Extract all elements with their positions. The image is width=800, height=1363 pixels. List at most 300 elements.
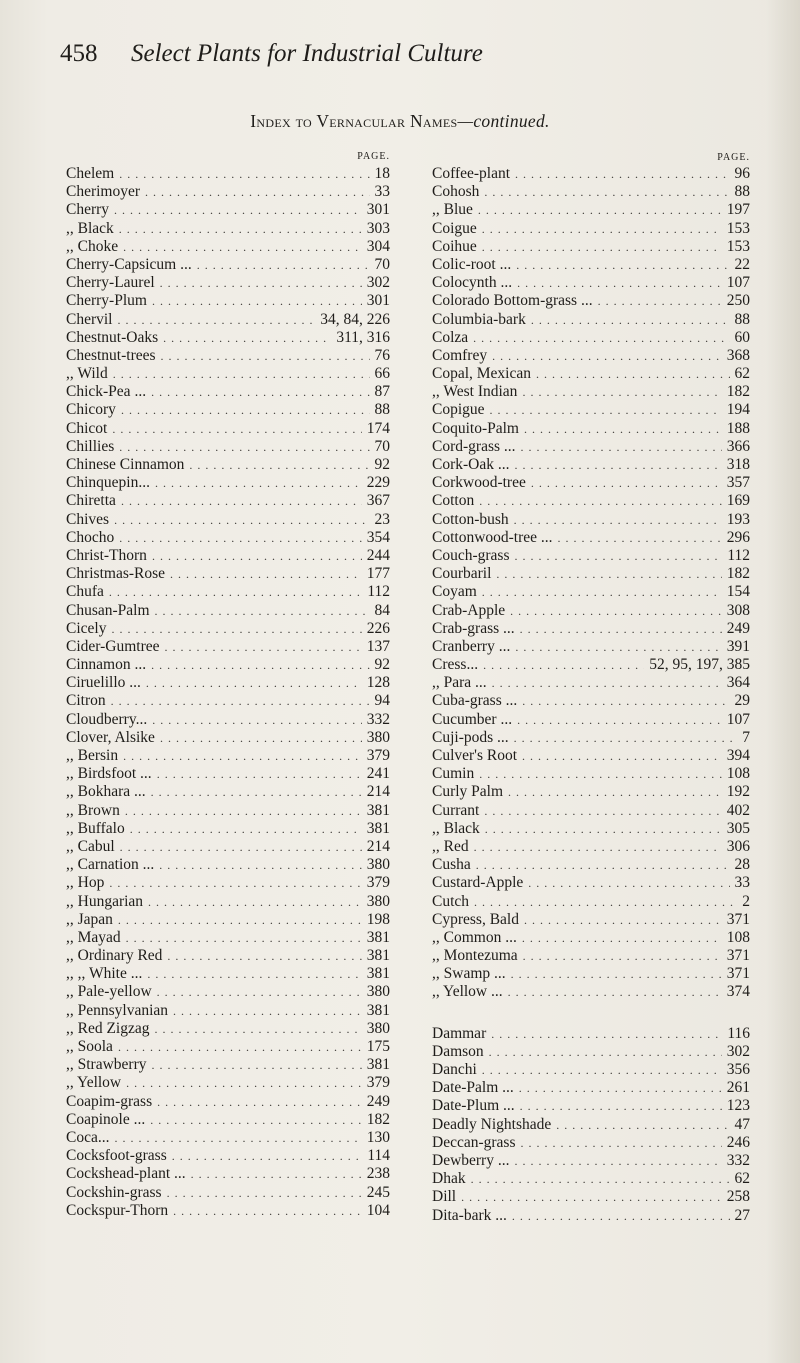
entry-page: 367 [366,492,390,510]
entry-name: ,, Bersin [66,747,119,764]
index-entry [66,438,390,456]
entry-name: Cohosh [432,183,480,201]
entry-name: Comfrey [432,346,488,364]
leader-dots [159,856,362,874]
index-entry [66,965,390,983]
page-number: 458 [60,40,98,67]
entry-page: 112 [367,583,390,601]
leader-dots [119,438,369,456]
entry-name: Colorado Bottom-grass ... [432,292,593,310]
entry-page: 107 [726,274,750,292]
entry-name: Chestnut-trees [66,346,156,364]
entry-name: Cherry-Laurel [66,274,155,292]
index-entry [66,692,390,710]
leader-dots [490,401,722,419]
entry-page: 354 [366,528,390,546]
entry-page: 2 [742,892,750,910]
leader-dots [511,965,722,983]
entry-page: 88 [734,183,750,201]
leader-dots [109,874,361,892]
entry-name: Dill [432,1188,457,1206]
leader-dots [157,765,362,783]
index-entry [66,929,390,947]
index-entry [432,511,750,529]
entry-name: Dhak [432,1170,466,1188]
entry-name: Chelem [66,165,115,182]
entry-name: Coca... [66,1128,110,1146]
leader-dots [461,1188,722,1206]
section-gap [432,1002,750,1025]
entry-name: Cotton-bush [432,510,509,528]
right-entry-list-d [432,1025,750,1225]
entry-page: 371 [726,947,750,965]
leader-dots [160,274,362,292]
entry-page: 381 [366,1001,390,1019]
entry-name: Colic-root ... [432,255,512,273]
entry-name: Cherry-Plum [66,292,147,310]
entry-page: 52, 95, 197, 385 [649,656,750,674]
entry-name: Cuji-pods ... [432,728,509,746]
entry-name: ,, West Indian [432,383,518,401]
entry-name: Cutch [432,892,470,910]
leader-dots [598,292,722,310]
entry-name: Cocksfoot-grass [66,1147,167,1165]
index-entry [432,1079,750,1097]
leader-dots [155,1020,362,1038]
index-entry [432,802,750,820]
entry-page: 381 [366,928,390,946]
index-entry [432,238,750,256]
entry-name: Cumin [432,765,475,783]
leader-dots [191,1165,362,1183]
leader-dots [152,292,362,310]
entry-page: 92 [374,656,390,674]
index-entry [66,383,390,401]
entry-name: Cockspur-Thorn [66,1201,169,1219]
leader-dots [471,1170,730,1188]
entry-page: 311, 316 [336,328,390,346]
entry-name: ,, Mayad [66,928,121,946]
entry-page: 244 [366,546,390,564]
index-entry [66,893,390,911]
index-entry [432,165,750,183]
entry-page: 214 [366,783,390,801]
entry-page: 94 [374,692,390,710]
index-entry [66,1147,390,1165]
leader-dots [114,201,362,219]
leader-dots [151,656,369,674]
entry-page: 169 [726,492,750,510]
leader-dots [482,238,722,256]
index-entry [432,856,750,874]
entry-name: Chinquepin... [66,474,150,492]
leader-dots [145,183,369,201]
entry-page: 76 [374,346,390,364]
entry-page: 114 [367,1147,390,1165]
entry-name: Cider-Gumtree [66,637,160,655]
leader-dots [519,1079,722,1097]
leader-dots [508,783,722,801]
entry-page: 250 [726,292,750,310]
entry-name: Damson [432,1042,484,1060]
leader-dots [514,1152,721,1170]
index-entry [66,1056,390,1074]
entry-name: Corkwood-tree [432,474,526,492]
entry-name: Deadly Nightshade [432,1115,552,1133]
index-entry [432,492,750,510]
index-entry [66,820,390,838]
leader-dots [170,565,362,583]
index-entry [432,292,750,310]
index-entry [66,638,390,656]
leader-dots [482,220,722,238]
entry-name: Cottonwood-tree ... [432,528,553,546]
leader-dots [558,529,722,547]
leader-dots [474,838,722,856]
entry-page: 381 [366,801,390,819]
entry-name: ,, Swamp ... [432,965,506,983]
entry-page: 107 [726,710,750,728]
entry-page: 70 [374,437,390,455]
leader-dots [482,583,722,601]
entry-page: 366 [726,437,750,455]
entry-name: Cherry [66,201,110,219]
entry-name: Cotton [432,492,475,510]
index-entry [66,183,390,201]
leader-dots [157,983,362,1001]
leader-dots [114,511,369,529]
index-entry [66,401,390,419]
entry-name: Chestnut-Oaks [66,328,159,346]
entry-page: 130 [366,1128,390,1146]
index-entry [66,783,390,801]
index-entry [432,1097,750,1115]
index-entry [66,874,390,892]
leader-dots [147,965,361,983]
leader-dots [109,583,362,601]
leader-dots [515,165,729,183]
leader-dots [520,620,722,638]
entry-name: Coigue [432,219,477,237]
entry-page: 28 [734,856,750,874]
entry-page: 229 [366,474,390,492]
index-entry [66,1184,390,1202]
leader-dots [160,729,362,747]
index-entry [432,765,750,783]
index-entry [66,1020,390,1038]
index-entry [432,220,750,238]
entry-page: 23 [374,510,390,528]
leader-dots [528,874,729,892]
leader-dots [496,565,721,583]
leader-dots [126,929,362,947]
index-entry [432,329,750,347]
entry-name: Columbia-bark [432,310,526,328]
entry-page: 332 [366,710,390,728]
index-entry [432,602,750,620]
entry-page: 296 [726,528,750,546]
entry-name: Coffee-plant [432,165,511,182]
index-entry [66,274,390,292]
entry-name: ,, Para ... [432,674,487,692]
entry-name: ,, Hungarian [66,892,144,910]
leader-dots [150,1111,362,1129]
entry-name: Cinnamon ... [66,656,147,674]
entry-page: 87 [374,383,390,401]
index-entry [66,1038,390,1056]
index-entry [432,838,750,856]
index-entry [66,420,390,438]
entry-name: Curly Palm [432,783,504,801]
leader-dots [536,365,729,383]
entry-name: Chillies [66,437,115,455]
leader-dots [152,547,362,565]
index-entry [432,656,750,674]
index-entry [432,529,750,547]
leader-dots [114,1129,361,1147]
entry-page: 306 [726,837,750,855]
entry-name: Chinese Cinnamon [66,456,185,473]
leader-dots [492,347,722,365]
entry-page: 116 [727,1024,750,1042]
leader-dots [197,256,370,274]
entry-name: Ciruelillo ... [66,674,141,692]
entry-name: Christ-Thorn [66,546,147,564]
entry-page: 318 [726,456,750,473]
entry-page: 245 [366,1183,390,1201]
index-entry [432,183,750,201]
index-entry [432,1025,750,1043]
index-entry [66,747,390,765]
index-entry [432,965,750,983]
leader-dots [522,929,722,947]
index-entry [432,438,750,456]
entry-page: 379 [366,1074,390,1092]
entry-page: 66 [374,365,390,383]
index-entry [432,311,750,329]
leader-dots [522,747,722,765]
entry-name: Cork-Oak ... [432,456,510,473]
entry-name: Clover, Alsike [66,728,155,746]
leader-dots [478,201,722,219]
entry-name: Couch-grass [432,546,510,564]
entry-page: 301 [366,292,390,310]
entry-name: Courbaril [432,565,492,583]
entry-page: 96 [734,165,750,182]
leader-dots [522,383,721,401]
entry-name: Cockshead-plant ... [66,1165,186,1183]
entry-name: ,, Red Zigzag [66,1019,150,1037]
leader-dots [111,692,370,710]
index-entry [432,1207,750,1225]
entry-page: 108 [726,928,750,946]
index-entry [432,274,750,292]
entry-page: 380 [366,728,390,746]
entry-page: 153 [726,237,750,255]
entry-page: 391 [726,637,750,655]
entry-page: 29 [734,692,750,710]
index-entry [432,1188,750,1206]
entry-page: 380 [366,983,390,1001]
entry-page: 371 [726,965,750,983]
leader-dots [514,511,722,529]
entry-page: 70 [374,255,390,273]
entry-page: 379 [366,747,390,764]
entry-page: 84 [374,601,390,619]
entry-name: Deccan-grass [432,1133,516,1151]
leader-dots [531,311,730,329]
entry-name: ,, Pennsylvanian [66,1001,169,1019]
leader-dots [118,911,362,929]
leader-dots [167,947,361,965]
entry-name: Cress... [432,656,479,674]
index-title-main: Index to Vernacular Names [250,111,458,131]
entry-name: ,, Red [432,837,469,855]
leader-dots [152,711,362,729]
leader-dots [476,856,730,874]
index-entry [432,1170,750,1188]
entry-name: Crab-Apple [432,601,506,619]
entry-name: Cicely [66,619,107,637]
leader-dots [130,820,362,838]
right-entry-list-c [432,165,750,1002]
entry-page: 249 [366,1092,390,1110]
index-entry [432,620,750,638]
entry-page: 47 [734,1115,750,1133]
entry-page: 241 [366,765,390,783]
leader-dots [148,893,362,911]
entry-page: 188 [726,419,750,437]
index-entry [66,1093,390,1111]
entry-name: ,, Montezuma [432,947,518,965]
leader-dots [173,1002,362,1020]
entry-name: Cherimoyer [66,183,141,201]
right-column [432,148,750,1225]
index-entry [66,1202,390,1220]
entry-page: 182 [726,383,750,401]
index-entry [432,365,750,383]
leader-dots [151,783,362,801]
index-entry [432,420,750,438]
leader-dots [508,983,722,1001]
leader-dots [167,1184,362,1202]
index-entry [432,729,750,747]
entry-page: 364 [726,674,750,692]
entry-name: ,, Choke [66,237,119,255]
entry-page: 154 [726,583,750,601]
leader-dots [157,1093,362,1111]
index-entry [66,711,390,729]
entry-page: 33 [734,874,750,892]
leader-dots [489,1043,722,1061]
entry-name: Colocynth ... [432,274,513,292]
entry-page: 357 [726,474,750,492]
entry-name: ,, Japan [66,910,113,928]
leader-dots [119,165,369,183]
entry-name: ,, Brown [66,801,120,819]
entry-name: Chick-Pea ... [66,383,147,401]
entry-page: 112 [727,546,750,564]
entry-page: 192 [726,783,750,801]
index-entry [66,765,390,783]
leader-dots [521,438,722,456]
entry-page: 137 [366,637,390,655]
entry-page: 304 [366,237,390,255]
index-entry [66,165,390,183]
entry-name: Cranberry ... [432,637,511,655]
entry-name: Cypress, Bald [432,910,519,928]
leader-dots [512,1207,730,1225]
entry-name: Crab-grass ... [432,619,515,637]
entry-name: Colza [432,328,469,346]
index-title [0,111,800,132]
leader-dots [118,1038,362,1056]
entry-name: ,, Birdsfoot ... [66,765,152,783]
index-entry [432,383,750,401]
index-entry [432,747,750,765]
index-entry [432,711,750,729]
leader-dots [515,547,723,565]
entry-name: Cucumber ... [432,710,513,728]
leader-dots [152,1056,362,1074]
index-entry [66,1111,390,1129]
entry-page: 92 [374,456,390,473]
entry-name: ,, Black [66,219,114,237]
leader-dots [121,401,370,419]
index-entry [66,292,390,310]
entry-name: ,, ,, White ... [66,965,143,983]
index-entry [66,1002,390,1020]
entry-page: 182 [366,1110,390,1128]
index-entry [66,674,390,692]
entry-page: 381 [366,965,390,983]
entry-page: 214 [366,837,390,855]
index-entry [432,401,750,419]
leader-dots [485,820,722,838]
entry-page: 379 [366,874,390,892]
left-page-label: PAGE. [357,151,390,162]
leader-dots [556,1116,729,1134]
leader-dots [520,1134,721,1152]
index-entry [66,1074,390,1092]
entry-page: 182 [726,565,750,583]
index-entry [432,874,750,892]
leader-dots [123,747,362,765]
entry-name: Coapinole ... [66,1110,146,1128]
index-entry [432,638,750,656]
entry-name: Copigue [432,401,485,419]
leader-dots [473,329,729,347]
entry-page: 305 [726,819,750,837]
entry-page: 88 [374,401,390,419]
index-entry [66,347,390,365]
leader-dots [520,1097,722,1115]
entry-name: ,, Wild [66,365,108,383]
left-entry-list [66,165,390,1220]
leader-dots [491,1025,722,1043]
leader-dots [482,1061,722,1079]
index-entry [66,602,390,620]
index-entry [66,365,390,383]
entry-name: Cusha [432,856,471,874]
entry-name: ,, Ordinary Red [66,947,163,965]
entry-name: Chusan-Palm [66,601,150,619]
leader-dots [146,674,362,692]
entry-name: Coapim-grass [66,1092,153,1110]
leader-dots [515,456,722,474]
index-entry [432,983,750,1001]
leader-dots [125,802,362,820]
